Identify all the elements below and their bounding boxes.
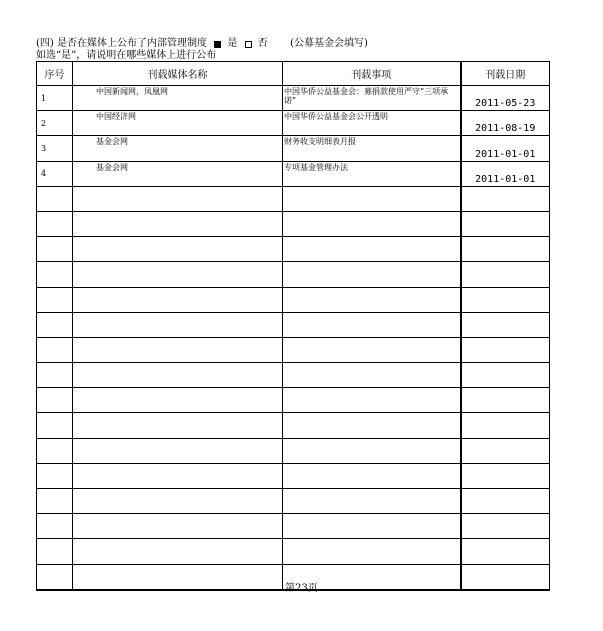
row-media-name: 中国经济网 <box>73 111 283 136</box>
header-date: 刊载日期 <box>461 62 550 86</box>
table-row <box>37 363 550 388</box>
row-item <box>283 287 461 312</box>
no-label: 否 <box>257 38 268 49</box>
row-media-name <box>73 287 283 312</box>
row-item <box>283 514 461 539</box>
row-media-name <box>73 237 283 262</box>
table-row <box>37 136 550 161</box>
row-date <box>461 337 550 362</box>
row-number <box>37 363 73 388</box>
media-publication-table <box>36 61 550 591</box>
no-checkbox[interactable] <box>245 41 252 48</box>
table-row <box>37 539 550 564</box>
table-row <box>37 211 550 236</box>
row-media-name: 中国新闻网，凤凰网 <box>73 86 283 111</box>
row-date <box>461 489 550 514</box>
page-number: 第23页 <box>285 583 318 594</box>
section-heading <box>36 38 368 51</box>
row-date <box>461 463 550 488</box>
row-item <box>283 489 461 514</box>
table-row <box>37 237 550 262</box>
row-number: 3 <box>37 136 73 161</box>
row-media-name <box>73 186 283 211</box>
table-row <box>37 388 550 413</box>
row-media-name <box>73 514 283 539</box>
row-media-name <box>73 463 283 488</box>
row-item <box>283 388 461 413</box>
row-number <box>37 262 73 287</box>
row-number <box>37 413 73 438</box>
row-date: 2011-08-19 <box>461 111 550 136</box>
table-row <box>37 262 550 287</box>
row-number: 4 <box>37 161 73 186</box>
row-media-name: 基金会网 <box>73 161 283 186</box>
row-item <box>283 211 461 236</box>
header-media-name: 刊载媒体名称 <box>73 62 283 86</box>
row-item <box>283 438 461 463</box>
row-media-name <box>73 312 283 337</box>
row-number <box>37 463 73 488</box>
table-row <box>37 463 550 488</box>
table-row <box>37 489 550 514</box>
row-item: 专项基金管理办法 <box>283 161 461 186</box>
yes-checkbox[interactable] <box>214 41 221 48</box>
section-question: (四) 是否在媒体上公布了内部管理制度 <box>36 38 207 49</box>
row-number <box>37 337 73 362</box>
row-date <box>461 438 550 463</box>
row-item: 中国华侨公益基金会公开透明 <box>283 111 461 136</box>
row-number <box>37 312 73 337</box>
row-date <box>461 186 550 211</box>
row-date <box>461 262 550 287</box>
row-media-name <box>73 388 283 413</box>
yes-label: 是 <box>227 38 238 49</box>
row-number <box>37 489 73 514</box>
row-media-name: 基金会网 <box>73 136 283 161</box>
row-date: 2011-01-01 <box>461 136 550 161</box>
header-item: 刊载事项 <box>283 62 461 86</box>
row-number <box>37 438 73 463</box>
header-number: 序号 <box>37 62 73 86</box>
row-number: 2 <box>37 111 73 136</box>
row-item <box>283 463 461 488</box>
table-row <box>37 514 550 539</box>
table-row <box>37 413 550 438</box>
row-item <box>283 186 461 211</box>
row-number <box>37 237 73 262</box>
row-media-name <box>73 539 283 564</box>
row-item <box>283 262 461 287</box>
row-date <box>461 287 550 312</box>
row-date <box>461 388 550 413</box>
row-date <box>461 413 550 438</box>
row-item: 中国华侨公益基金会：募捐款使用严守“三项承诺” <box>283 86 461 111</box>
table-row <box>37 161 550 186</box>
table-row <box>37 287 550 312</box>
row-item <box>283 363 461 388</box>
row-number <box>37 211 73 236</box>
row-item <box>283 237 461 262</box>
row-number <box>37 514 73 539</box>
table-row <box>37 111 550 136</box>
row-media-name <box>73 262 283 287</box>
row-date: 2011-05-23 <box>461 86 550 111</box>
row-media-name <box>73 438 283 463</box>
row-date <box>461 237 550 262</box>
row-item <box>283 312 461 337</box>
row-item: 财务收支明细表月报 <box>283 136 461 161</box>
row-number <box>37 287 73 312</box>
row-media-name <box>73 489 283 514</box>
row-number <box>37 186 73 211</box>
table-row <box>37 438 550 463</box>
fill-note: (公募基金会填写) <box>290 38 368 49</box>
instruction-text: 如选“是”，请说明在哪些媒体上进行公布 <box>36 50 217 61</box>
table-row <box>37 86 550 111</box>
row-date <box>461 312 550 337</box>
row-number: 1 <box>37 86 73 111</box>
row-media-name <box>73 211 283 236</box>
row-media-name <box>73 363 283 388</box>
table-row <box>37 337 550 362</box>
row-date <box>461 363 550 388</box>
row-date <box>461 514 550 539</box>
table-row <box>37 312 550 337</box>
row-number <box>37 539 73 564</box>
row-item <box>283 539 461 564</box>
row-date: 2011-01-01 <box>461 161 550 186</box>
table-row <box>37 186 550 211</box>
row-date <box>461 539 550 564</box>
table-header-row <box>37 62 550 86</box>
row-media-name <box>73 337 283 362</box>
row-item <box>283 413 461 438</box>
row-number <box>37 388 73 413</box>
table-body <box>37 86 550 590</box>
row-date <box>461 211 550 236</box>
row-media-name <box>73 413 283 438</box>
row-item <box>283 337 461 362</box>
